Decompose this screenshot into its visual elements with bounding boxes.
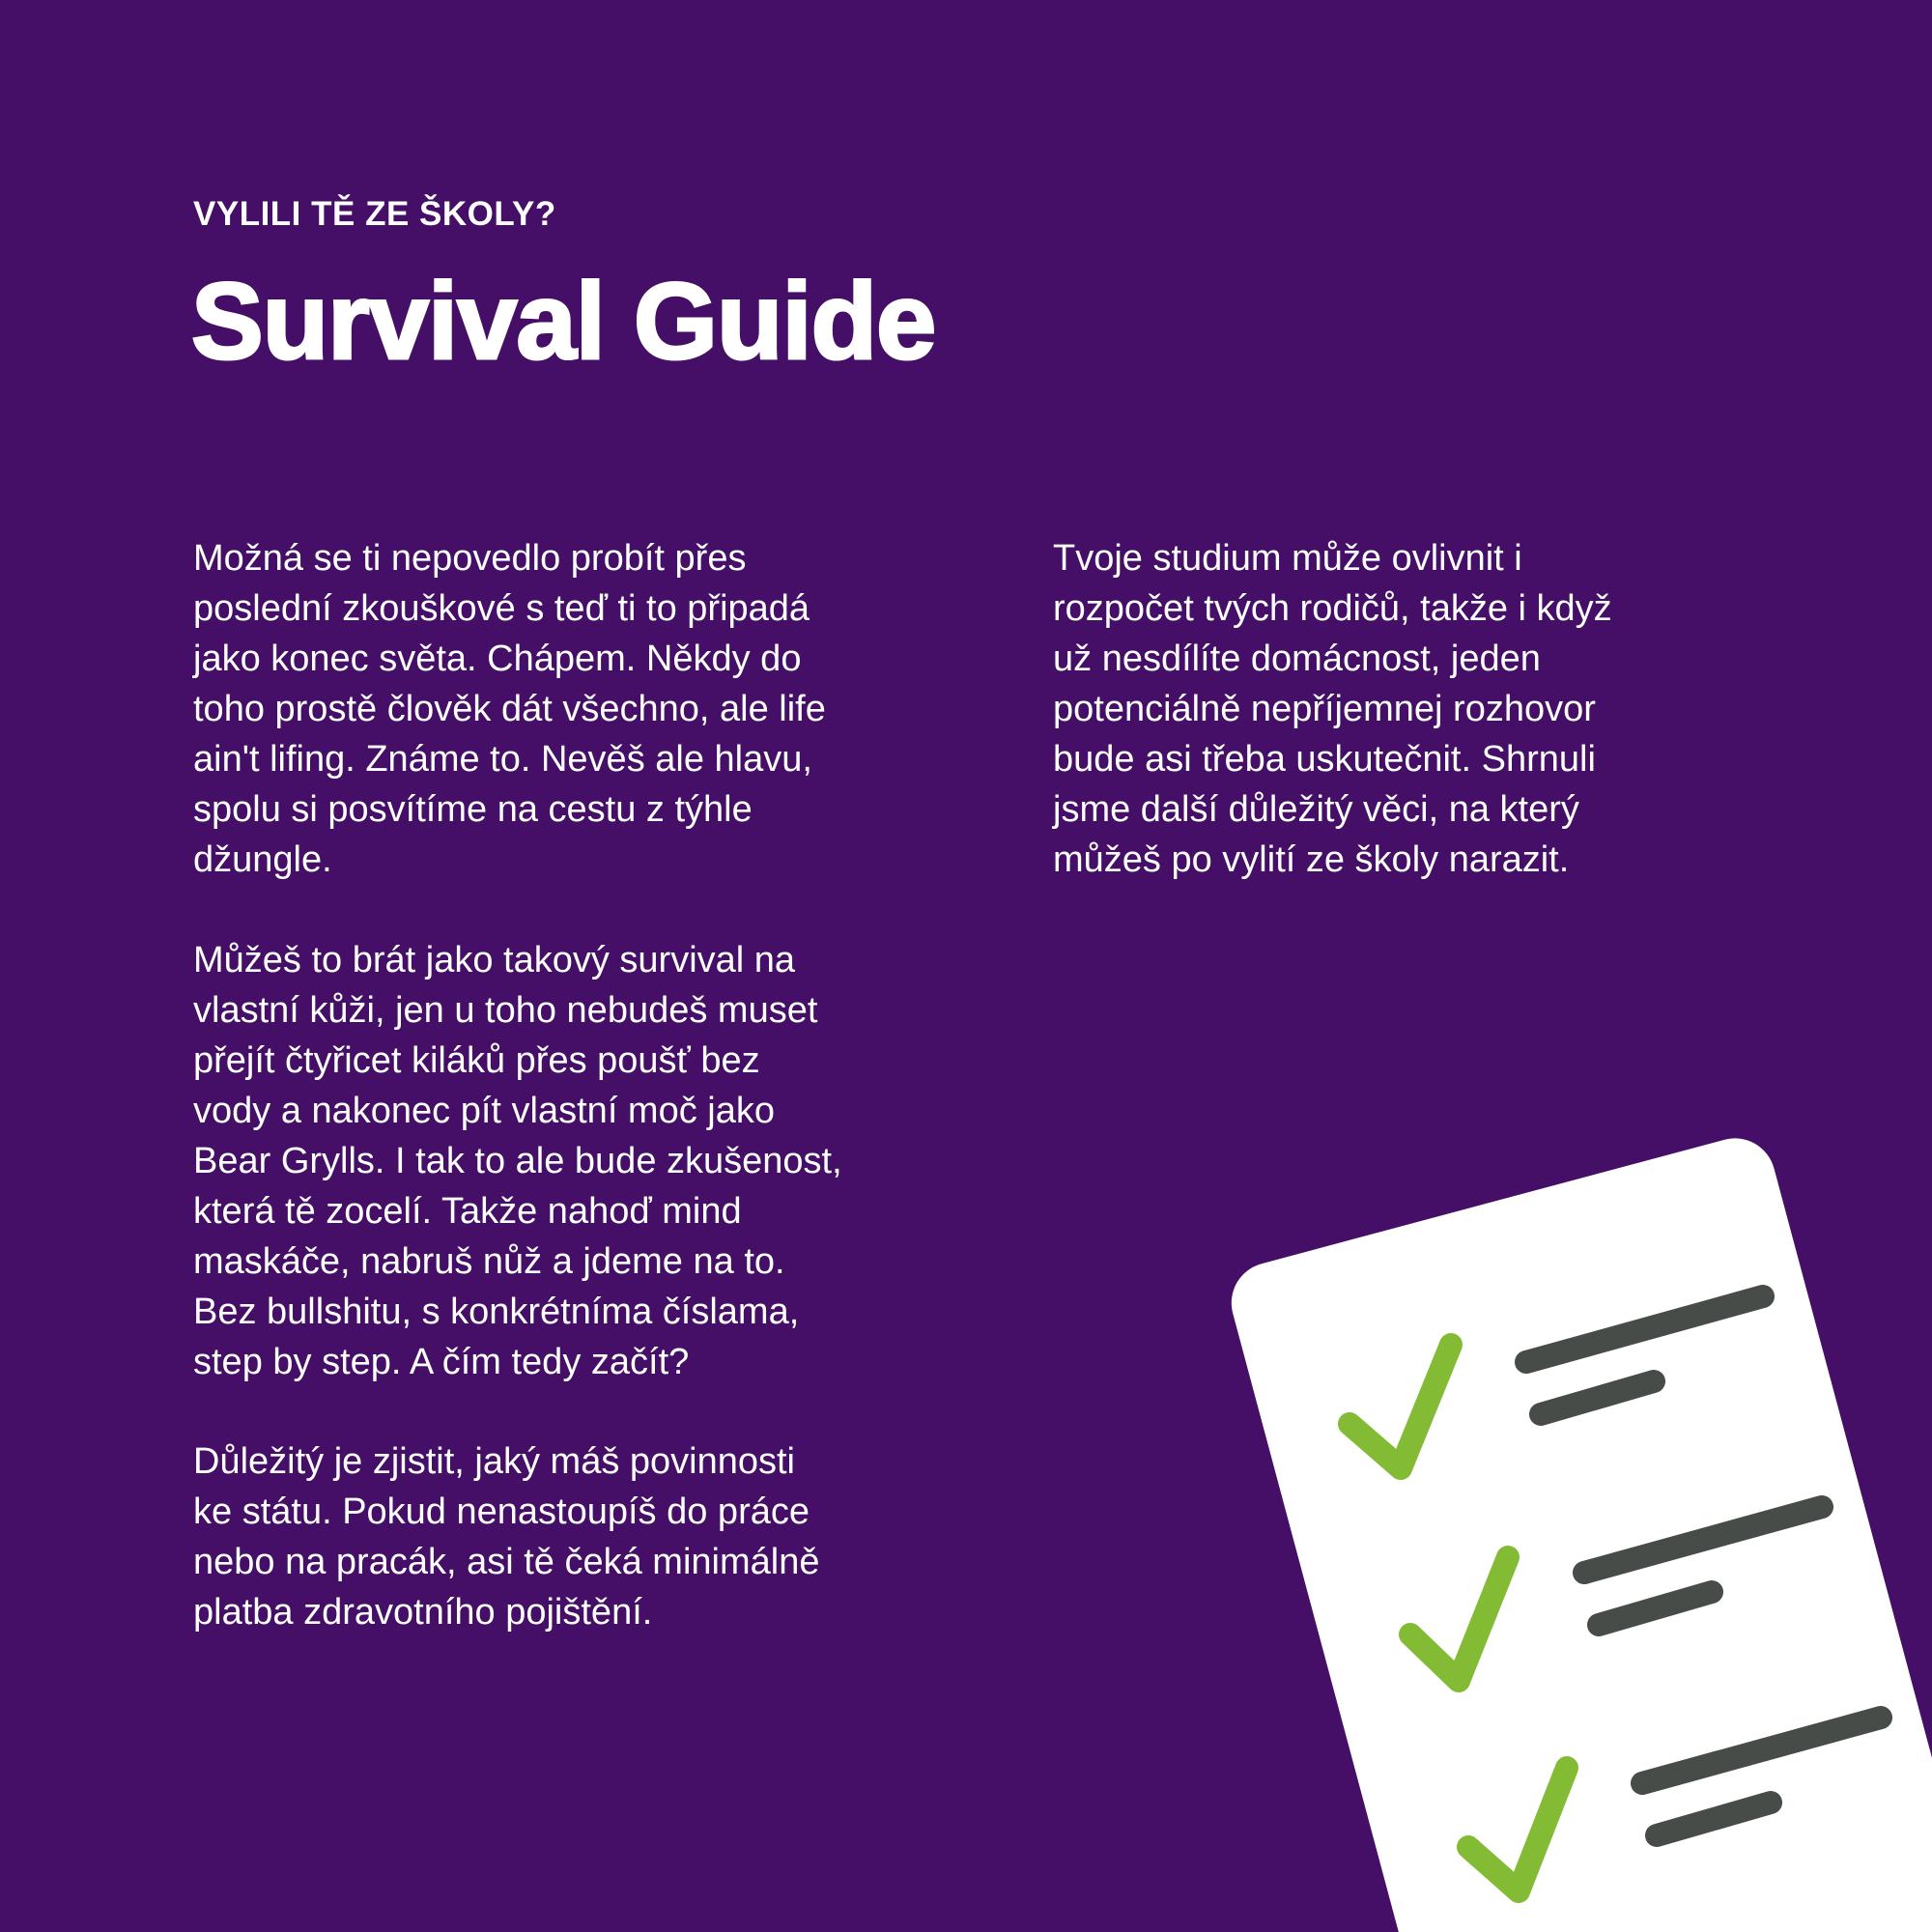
eyebrow-heading: VYLILI TĚ ZE ŠKOLY? bbox=[193, 195, 556, 233]
text-line: jsme další důležitý věci, na který bbox=[1053, 789, 1579, 830]
text-line: Tvoje studium může ovlivnit i bbox=[1053, 538, 1522, 579]
text-line: džungle. bbox=[193, 839, 332, 880]
text-line: Bez bullshitu, s konkrétníma číslama, bbox=[193, 1292, 800, 1332]
text-line-icon bbox=[1584, 1507, 1822, 1573]
text-line: vody a nakonec pít vlastní moč jako bbox=[193, 1091, 775, 1131]
text-line: platba zdravotního pojištění. bbox=[193, 1592, 653, 1633]
text-line-icon bbox=[1599, 1592, 1712, 1625]
text-line: která tě zocelí. Takže nahoď mind bbox=[193, 1191, 742, 1232]
text-line-icon bbox=[1642, 1718, 1881, 1783]
text-line: potenciálně nepříjemnej rozhovor bbox=[1053, 689, 1596, 729]
text-line: bude asi třeba uskutečnit. Shrnuli bbox=[1053, 739, 1596, 780]
obligations-paragraph bbox=[193, 1436, 819, 1637]
page-title: Survival Guide bbox=[191, 261, 936, 382]
text-line: step by step. A čím tedy začít? bbox=[193, 1342, 690, 1382]
checkmark-icon bbox=[1468, 1768, 1567, 1891]
text-line: spolu si posvítíme na cestu z týhle bbox=[193, 789, 753, 830]
survival-paragraph bbox=[193, 935, 842, 1387]
text-line: Důležitý je zjistit, jaký máš povinnosti bbox=[193, 1441, 795, 1482]
parents-paragraph bbox=[1053, 533, 1612, 885]
text-line: toho prostě člověk dát všechno, ale life bbox=[193, 689, 826, 729]
checklist-item bbox=[1468, 1718, 1881, 1891]
text-line: vlastní kůži, jen u toho nebudeš muset bbox=[193, 990, 818, 1031]
text-line: Můžeš to brát jako takový survival na bbox=[193, 940, 796, 980]
checkmark-icon bbox=[1410, 1557, 1508, 1681]
paper-sheet bbox=[1222, 1129, 1932, 1932]
intro-paragraph bbox=[193, 533, 826, 885]
text-line-icon bbox=[1541, 1381, 1654, 1414]
text-line: Bear Grylls. I tak to ale bude zkušenost, bbox=[193, 1141, 842, 1181]
checklist-item bbox=[1350, 1296, 1763, 1468]
text-line: Možná se ti nepovedlo probít přes bbox=[193, 538, 747, 579]
checklist-paper bbox=[1222, 1129, 1932, 1932]
text-line: rozpočet tvých rodičů, takže i když bbox=[1053, 588, 1612, 629]
text-line: přejít čtyřicet kiláků přes poušť bez bbox=[193, 1040, 760, 1081]
checklist-item bbox=[1410, 1507, 1822, 1681]
text-line: nebo na pracák, asi tě čeká minimálně bbox=[193, 1542, 820, 1582]
checkmark-icon bbox=[1350, 1345, 1451, 1468]
text-line-icon bbox=[1526, 1296, 1763, 1362]
text-line-icon bbox=[1657, 1803, 1771, 1835]
text-line: ke státu. Pokud nenastoupíš do práce bbox=[193, 1492, 810, 1532]
text-line: ain't lifing. Známe to. Nevěš ale hlavu, bbox=[193, 739, 812, 780]
text-line: jako konec světa. Chápem. Někdy do bbox=[193, 639, 802, 679]
text-line: poslední zkouškové s teď ti to připadá bbox=[193, 588, 810, 629]
text-line: můžeš po vylití ze školy narazit. bbox=[1053, 839, 1570, 880]
text-line: už nesdílíte domácnost, jeden bbox=[1053, 639, 1541, 679]
text-line: maskáče, nabruš nůž a jdeme na to. bbox=[193, 1241, 785, 1282]
